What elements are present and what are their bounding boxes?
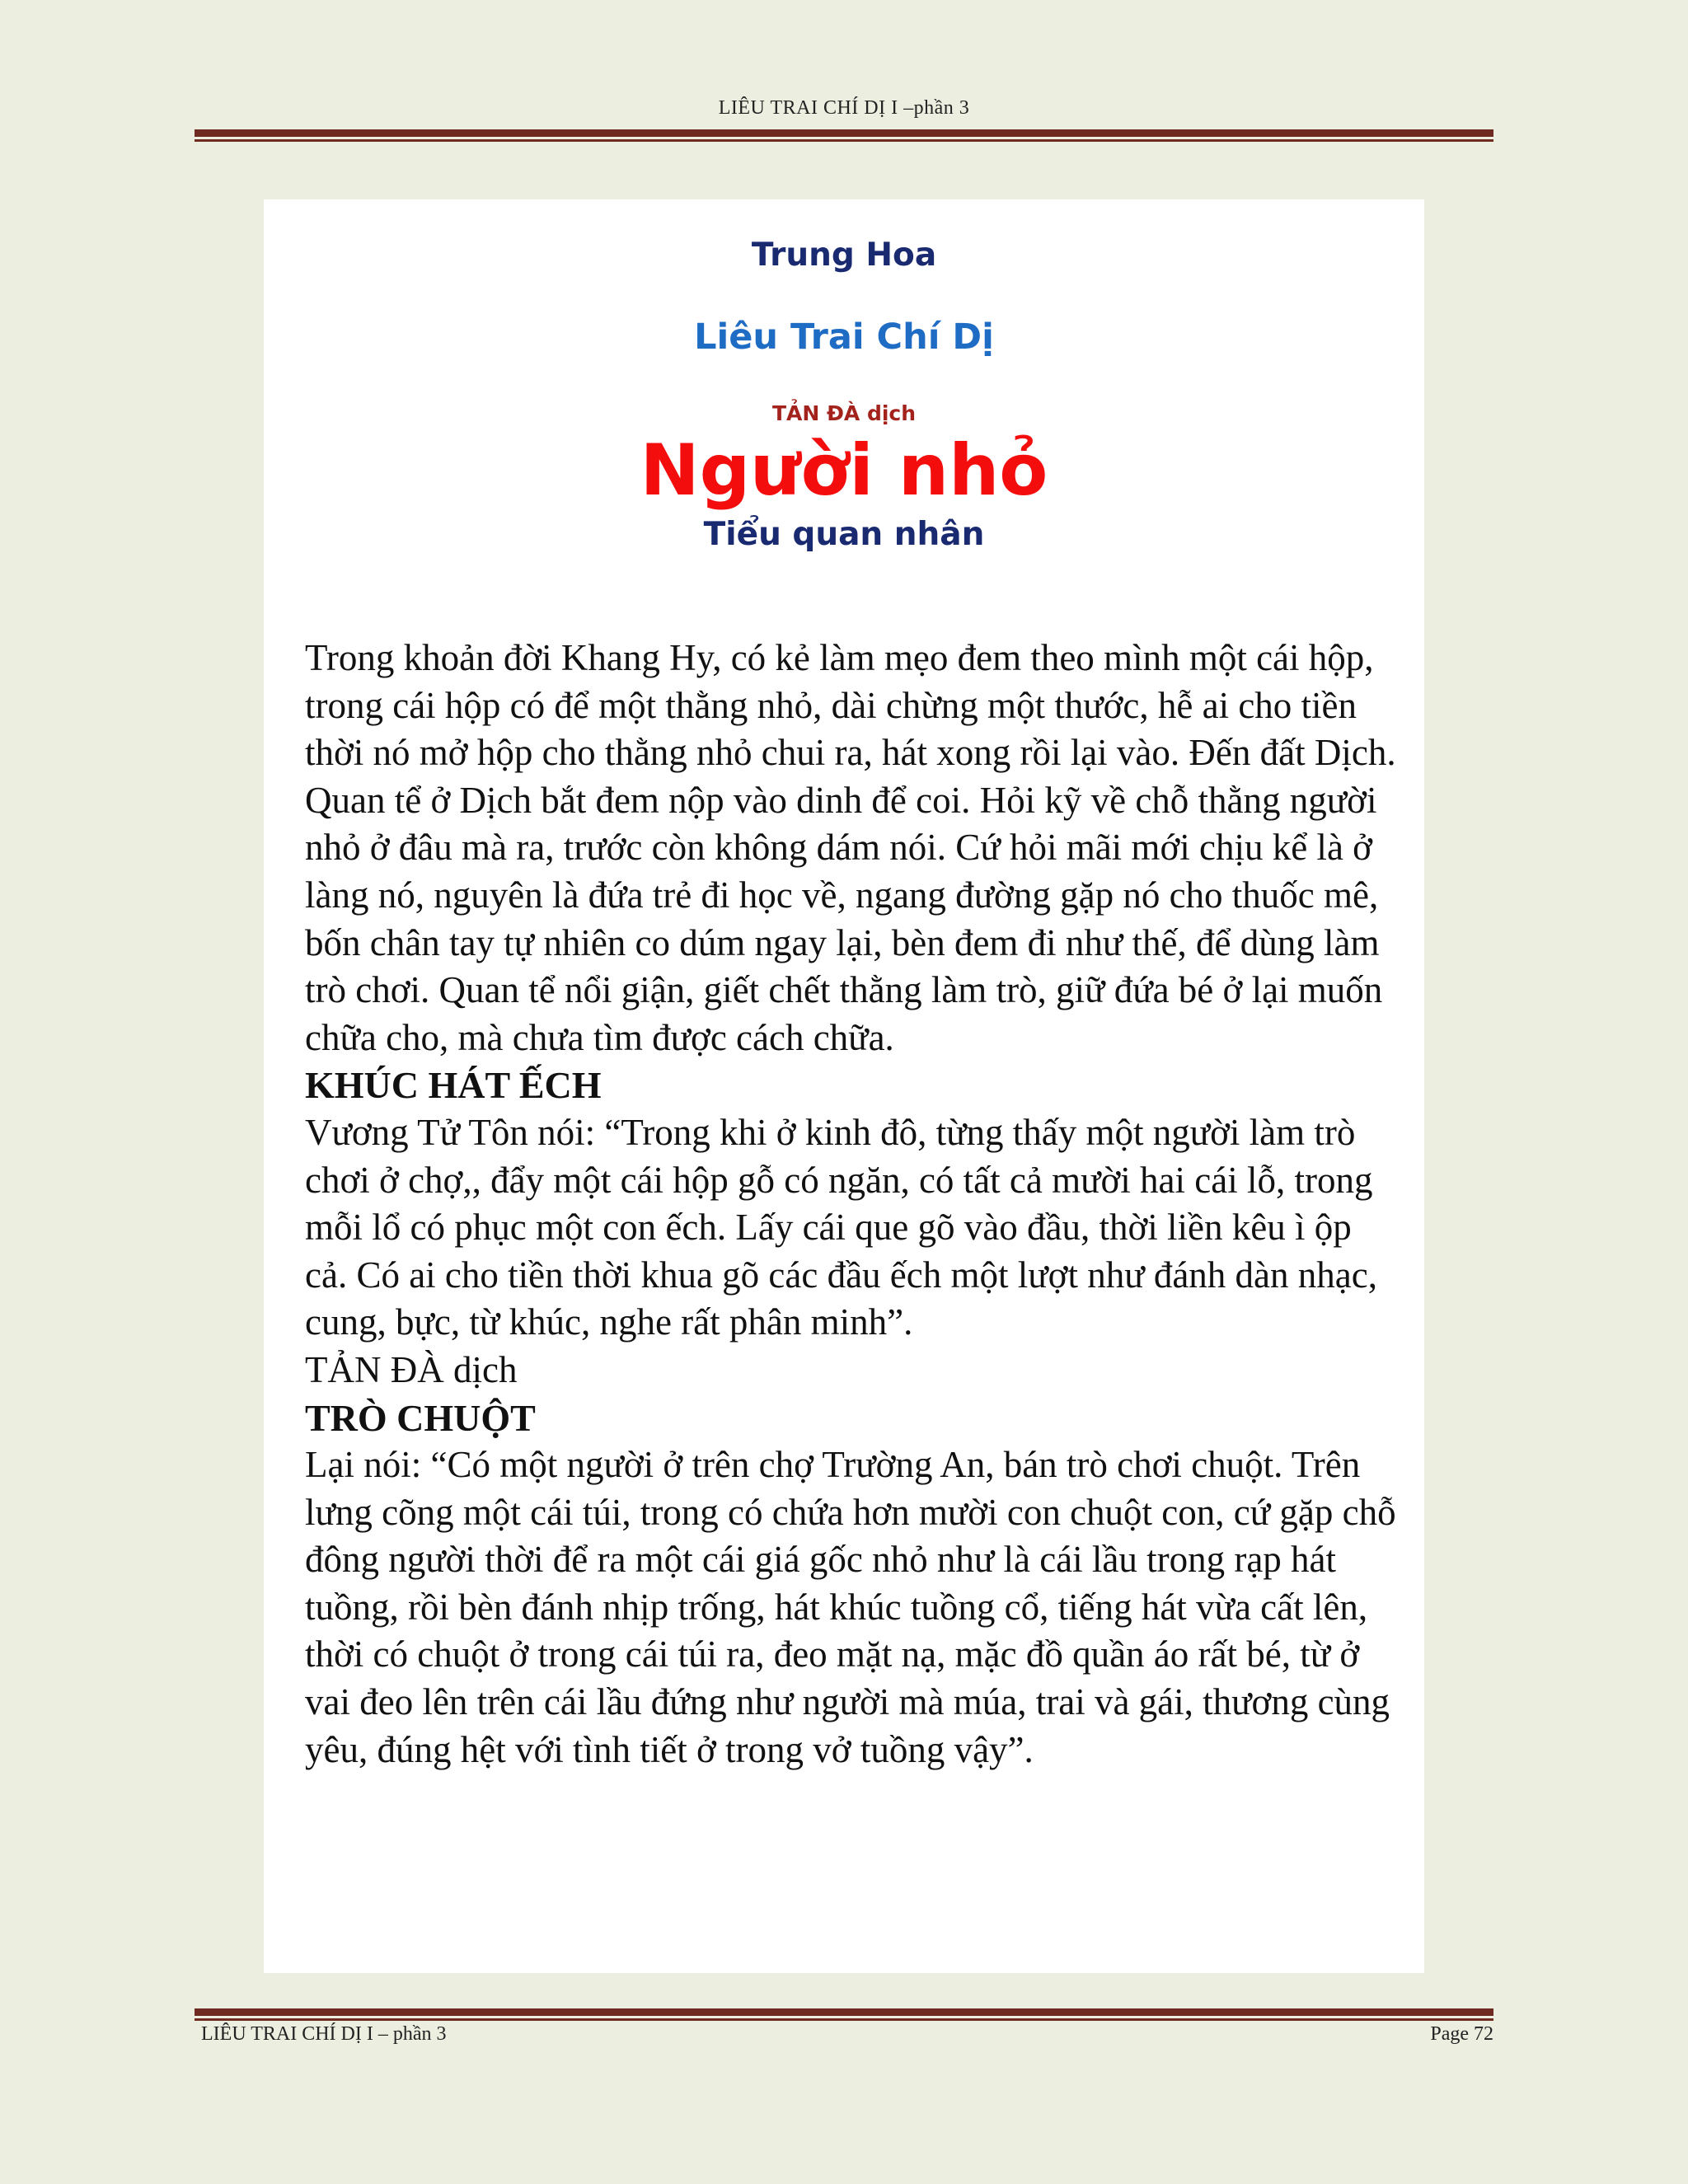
translator-credit: TẢN ĐÀ dịch <box>771 401 917 425</box>
paragraph-intro: Trong khoản đời Khang Hy, có kẻ làm mẹo đem theo mình một cái hộp, trong cái hộp có để một thằng nhỏ, dài chừng một thước, hễ ai cho tiền thời nó mở hộp cho thằng nhỏ chui ra, hát xong rồi lại vào. Đến đất Dịch. Quan tể ở Dịch bắt đem nộp vào dinh để coi. Hỏi kỹ về chỗ thằng người nhỏ ở đâu mà ra, trước còn không dám nói. Cứ hỏi mãi mới chịu kể là ở làng nó, nguyên là đứa trẻ đi học về, ngang đường gặp nó cho thuốc mê, bốn chân tay tự nhiên co dúm ngay lại, bèn đem đi như thế, để dùng làm trò chơi. Quan tể nổi giận, giết chết thằng làm trò, giữ đứa bé ở lại muốn chữa cho, mà chưa tìm được cách chữa. <box>305 637 1396 1058</box>
running-header: LIÊU TRAI CHÍ DỊ I –phần 3 <box>718 97 970 119</box>
section-title-mouse-show: TRÒ CHUỘT <box>305 1396 536 1439</box>
story-body <box>305 635 1401 1774</box>
region-heading: Trung Hoa <box>751 237 937 274</box>
paragraph-frog-song: Vương Tử Tôn nói: “Trong khi ở kinh đô, từng thấy một người làm trò chơi ở chợ,, đẩy một cái hộp gỗ có ngăn, có tất cả mười hai cái lỗ, trong mỗi lổ có phục một con ếch. Lấy cái que gõ vào đầu, thời liền kêu ì ộp cả. Có ai cho tiền thời khua gõ các đầu ếch một lượt như đánh dàn nhạc, cung, bực, từ khúc, nghe rất phân minh”. <box>305 1111 1377 1343</box>
header-rule <box>195 129 1493 142</box>
page-number: Page 72 <box>1430 2023 1493 2045</box>
content-panel <box>264 199 1424 1973</box>
footer-title: LIÊU TRAI CHÍ DỊ I – phần 3 <box>201 2023 447 2045</box>
paragraph-mouse-show: Lại nói: “Có một người ở trên chợ Trường An, bán trò chơi chuột. Trên lưng cõng một cái túi, trong có chứa hơn mười con chuột con, cứ gặp chỗ đông người thời để ra một cái giá gốc nhỏ như là cái lầu trong rạp hát tuồng, rồi bèn đánh nhịp trống, hát khúc tuồng cổ, tiếng hát vừa cất lên, thời có chuột ở trong cái túi ra, đeo mặt nạ, mặc đồ quần áo rất bé, từ ở vai đeo lên trên cái lầu đứng như người mà múa, trai và gái, thương cùng yêu, đúng hệt với tình tiết ở trong vở tuồng vậy”. <box>305 1444 1396 1770</box>
footer-rule <box>195 2008 1493 2021</box>
story-title: Người nhỏ <box>640 429 1048 512</box>
collection-heading: Liêu Trai Chí Dị <box>694 316 994 358</box>
section-title-frog-song: KHÚC HÁT ẾCH <box>305 1064 602 1107</box>
translator-line: TẢN ĐÀ dịch <box>305 1348 518 1390</box>
story-subtitle: Tiểu quan nhân <box>703 516 985 553</box>
